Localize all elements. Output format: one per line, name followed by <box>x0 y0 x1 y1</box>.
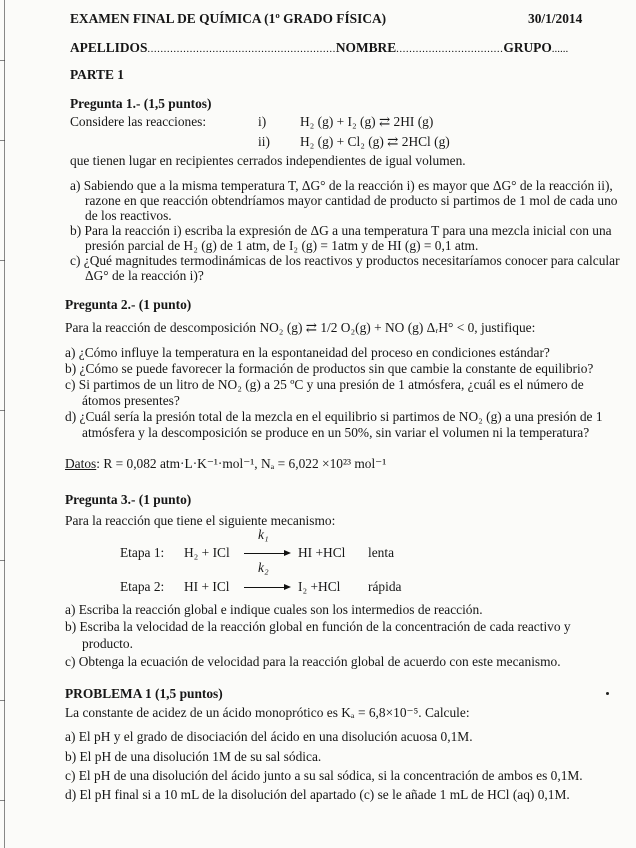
q3-intro: Para la reacción que tiene el siguiente mecanismo: <box>65 513 336 528</box>
q1-a-line2: razone en que reacción obtendríamos mayor cantidad de producto si partimos de 1 mol de cada uno <box>85 193 618 208</box>
q3-b-line1: b) Escriba la velocidad de la reacción global en función de la concentración de cada reactivo y <box>65 619 571 634</box>
step1-speed: lenta <box>368 545 395 560</box>
q1-reaction-ii: H₂ (g) + Cl₂ (g) ⇄ 2HCl (g) <box>300 134 450 149</box>
edge-mark <box>0 410 5 411</box>
p1-c: c) El pH de una disolución del ácido junto a su sal sódica, si la concentración de ambos es 0,1M. <box>65 768 583 783</box>
nombre-label: NOMBRE <box>335 40 397 55</box>
q2-title: Pregunta 2.- (1 punto) <box>65 297 192 312</box>
edge-mark <box>0 700 5 701</box>
step1-arrow-head <box>284 550 291 556</box>
q1-a-line1: a) Sabiendo que a la misma temperatura T, ΔG° de la reacción i) es mayor que ΔG° de la reacción ii), <box>70 178 613 193</box>
step1-products: HI +HCl <box>298 545 346 560</box>
stray-dot <box>606 692 609 695</box>
apellidos-field[interactable]: .......................................................... <box>147 43 336 55</box>
part-title: PARTE 1 <box>70 67 124 82</box>
step2-speed: rápida <box>368 579 402 594</box>
p1-intro: La constante de acidez de un ácido monoprótico es Kₐ = 6,8×10⁻⁵. Calcule: <box>65 705 470 720</box>
q1-b-line2: presión parcial de H₂ (g) de 1 atm, de I₂ (g) = 1atm y de HI (g) = 0,1 atm. <box>85 238 479 253</box>
q1-title: Pregunta 1.- (1,5 puntos) <box>70 96 212 111</box>
page-edge-line <box>4 0 5 848</box>
nombre-field[interactable]: ................................. <box>396 43 504 55</box>
datos-values: : R = 0,082 atm·L·K⁻¹·mol⁻¹, Nₐ = 6,022 ×10²³ mol⁻¹ <box>96 456 387 471</box>
step2-label: Etapa 2: <box>120 579 165 594</box>
datos-label: Datos <box>65 456 97 471</box>
q1-reaction-ii-label: ii) <box>258 134 270 149</box>
q1-reaction-i-label: i) <box>258 114 267 129</box>
edge-mark <box>0 560 5 561</box>
p1-title: PROBLEMA 1 (1,5 puntos) <box>65 686 223 701</box>
p1-d: d) El pH final si a 10 mL de la disolución del apartado (c) se le añade 1 mL de HCl (aq) 0,1M. <box>65 787 570 802</box>
edge-mark <box>0 60 5 61</box>
q1-c-line1: c) ¿Qué magnitudes termodinámicas de los reactivos y productos necesitaríamos conocer para calcular <box>70 253 620 268</box>
exam-title: EXAMEN FINAL DE QUÍMICA (1º GRADO FÍSICA) <box>70 11 387 26</box>
p1-b: b) El pH de una disolución 1M de su sal sódica. <box>65 749 322 764</box>
step1-arrow <box>244 553 284 554</box>
q1-c-line2: ΔG° de la reacción i)? <box>85 268 204 283</box>
q1-a-line3: de los reactivos. <box>85 208 172 223</box>
q1-context: que tienen lugar en recipientes cerrados independientes de igual volumen. <box>70 153 466 168</box>
edge-mark <box>0 260 5 261</box>
q2-datos <box>65 456 386 472</box>
q3-c: c) Obtenga la ecuación de velocidad para la reacción global de acuerdo con este mecanismo. <box>65 654 561 669</box>
q3-b-line2: producto. <box>82 636 133 651</box>
q2-c-line2: átomos presentes? <box>82 393 180 408</box>
q2-b: b) ¿Cómo se puede favorecer la formación de productos sin que cambie la constante de equilibrio? <box>65 361 594 376</box>
apellidos-label: APELLIDOS <box>70 40 148 55</box>
q2-c-line1: c) Si partimos de un litro de NO₂ (g) a 25 ºC y una presión de 1 atmósfera, ¿cuál es el número de <box>65 377 584 392</box>
q3-title: Pregunta 3.- (1 punto) <box>65 492 192 507</box>
step2-reactants: HI + ICl <box>184 579 230 594</box>
exam-date: 30/1/2014 <box>528 11 583 26</box>
q2-intro: Para la reacción de descomposición NO₂ (g) ⇄ 1/2 O₂(g) + NO (g) ΔᵣH° < 0, justifique: <box>65 320 536 335</box>
edge-mark <box>0 140 5 141</box>
q3-a: a) Escriba la reacción global e indique cuales son los intermedios de reacción. <box>65 602 483 617</box>
step2-arrow <box>244 587 284 588</box>
q2-d-line2: atmósfera y la descomposición se produce en un 50%, sin variar el volumen ni la temperatura? <box>82 425 590 440</box>
q2-d-line1: d) ¿Cuál sería la presión total de la mezcla en el equilibrio si partimos de NO₂ (g) a una presión de 1 <box>65 409 603 424</box>
edge-mark <box>0 800 5 801</box>
step1-reactants: H₂ + ICl <box>184 545 230 560</box>
q1-b-line1: b) Para la reacción i) escriba la expresión de ΔG a una temperatura T para una mezcla inicial con una <box>70 223 612 238</box>
step1-label: Etapa 1: <box>120 545 165 560</box>
p1-a: a) El pH y el grado de disociación del ácido en una disolución acuosa 0,1M. <box>65 729 473 744</box>
step2-products: I₂ +HCl <box>298 579 341 594</box>
apellidos-line <box>70 40 568 56</box>
q2-a: a) ¿Cómo influye la temperatura en la espontaneidad del proceso en condiciones estándar? <box>65 345 550 360</box>
q1-intro: Considere las reacciones: <box>70 114 207 129</box>
q1-reaction-i: H₂ (g) + I₂ (g) ⇄ 2HI (g) <box>300 114 434 129</box>
k2-label: k₂ <box>258 560 269 575</box>
grupo-field[interactable]: ...... <box>551 43 569 55</box>
k1-label: k₁ <box>258 527 269 542</box>
step2-arrow-head <box>284 584 291 590</box>
grupo-label: GRUPO <box>503 40 552 55</box>
